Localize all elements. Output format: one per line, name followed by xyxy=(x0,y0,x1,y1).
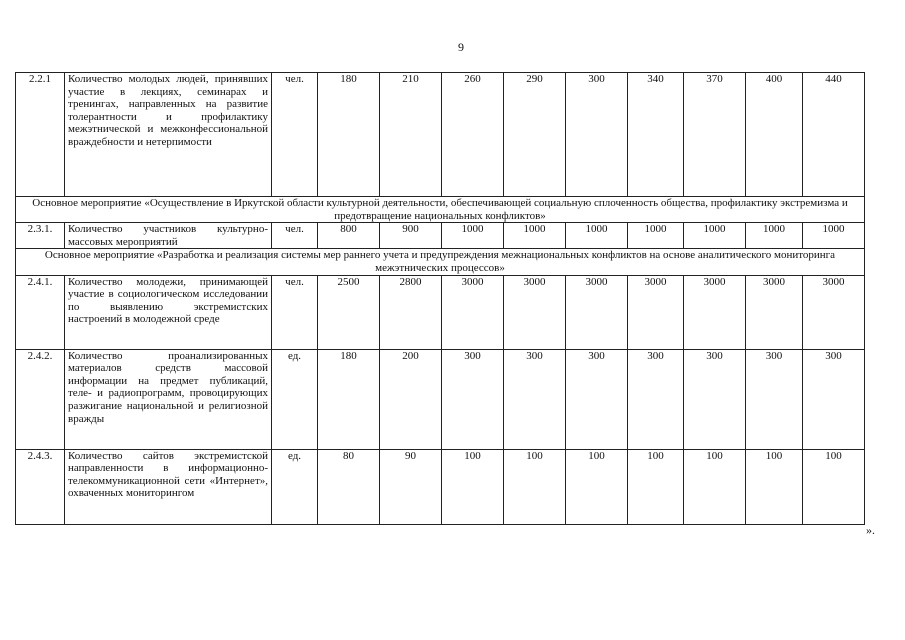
value-cell: 3000 xyxy=(803,275,865,349)
value-cell: 210 xyxy=(380,73,442,197)
page-number: 9 xyxy=(458,40,464,54)
value-cell: 300 xyxy=(684,349,746,449)
section-row xyxy=(16,249,865,275)
value-cell: 300 xyxy=(566,349,628,449)
value-cell: 1000 xyxy=(803,223,865,249)
indicators-table xyxy=(15,72,865,525)
value-cell: 2500 xyxy=(318,275,380,349)
value-cell: 3000 xyxy=(684,275,746,349)
value-cell: 440 xyxy=(803,73,865,197)
row-number: 2.2.1 xyxy=(16,73,65,197)
row-number: 2.4.1. xyxy=(16,275,65,349)
closing-quote-mark: ». xyxy=(866,523,875,537)
value-cell: 90 xyxy=(380,449,442,524)
value-cell: 300 xyxy=(746,349,803,449)
value-cell: 200 xyxy=(380,349,442,449)
value-cell: 300 xyxy=(442,349,504,449)
value-cell: 900 xyxy=(380,223,442,249)
value-cell: 1000 xyxy=(504,223,566,249)
value-cell: 300 xyxy=(803,349,865,449)
table-row xyxy=(16,275,865,349)
value-cell: 300 xyxy=(566,73,628,197)
value-cell: 100 xyxy=(442,449,504,524)
unit-cell: ед. xyxy=(272,449,318,524)
unit-cell: ед. xyxy=(272,349,318,449)
value-cell: 400 xyxy=(746,73,803,197)
value-cell: 3000 xyxy=(628,275,684,349)
indicator-description: Количество участников культурно-массовых мероприятий xyxy=(65,223,272,249)
value-cell: 290 xyxy=(504,73,566,197)
row-number: 2.3.1. xyxy=(16,223,65,249)
value-cell: 100 xyxy=(628,449,684,524)
row-number: 2.4.2. xyxy=(16,349,65,449)
section-row xyxy=(16,197,865,223)
value-cell: 80 xyxy=(318,449,380,524)
value-cell: 3000 xyxy=(566,275,628,349)
value-cell: 1000 xyxy=(566,223,628,249)
indicator-description: Количество молодежи, принимающей участие в социологическом исследовании по выявлению экстремистских настроений в молодежной среде xyxy=(65,275,272,349)
table-row xyxy=(16,73,865,197)
unit-cell: чел. xyxy=(272,275,318,349)
value-cell: 260 xyxy=(442,73,504,197)
value-cell: 3000 xyxy=(442,275,504,349)
table-row xyxy=(16,223,865,249)
value-cell: 180 xyxy=(318,349,380,449)
value-cell: 1000 xyxy=(628,223,684,249)
value-cell: 1000 xyxy=(746,223,803,249)
value-cell: 300 xyxy=(504,349,566,449)
value-cell: 180 xyxy=(318,73,380,197)
value-cell: 2800 xyxy=(380,275,442,349)
section-heading: Основное мероприятие «Осуществление в Иркутской области культурной деятельности, обеспечивающей социальную сплоченность общества, профилактику экстремизма и предотвращение национальных конфликтов» xyxy=(16,197,865,223)
value-cell: 3000 xyxy=(746,275,803,349)
value-cell: 1000 xyxy=(684,223,746,249)
value-cell: 300 xyxy=(628,349,684,449)
section-heading: Основное мероприятие «Разработка и реализация системы мер раннего учета и предупреждения межнациональных конфликтов на основе аналитического мониторинга межэтнических процессов» xyxy=(16,249,865,275)
value-cell: 340 xyxy=(628,73,684,197)
value-cell: 100 xyxy=(504,449,566,524)
value-cell: 100 xyxy=(684,449,746,524)
value-cell: 800 xyxy=(318,223,380,249)
table-body xyxy=(16,73,865,525)
value-cell: 100 xyxy=(746,449,803,524)
unit-cell: чел. xyxy=(272,73,318,197)
value-cell: 3000 xyxy=(504,275,566,349)
value-cell: 1000 xyxy=(442,223,504,249)
unit-cell: чел. xyxy=(272,223,318,249)
table-row xyxy=(16,349,865,449)
value-cell: 100 xyxy=(566,449,628,524)
indicator-description: Количество сайтов экстремистской направленности в информационно-телекоммуникационной сети «Интернет», охваченных мониторингом xyxy=(65,449,272,524)
value-cell: 370 xyxy=(684,73,746,197)
row-number: 2.4.3. xyxy=(16,449,65,524)
value-cell: 100 xyxy=(803,449,865,524)
indicator-description: Количество проанализированных материалов средств массовой информации на предмет публикаций, теле- и радиопрограмм, провоцирующих разжигание национальной и религиозной вражды xyxy=(65,349,272,449)
indicator-description: Количество молодых людей, принявших участие в лекциях, семинарах и тренингах, направленных на развитие толерантности и профилактику межэтнической и межконфессиональной враждебности и нетерпимости xyxy=(65,73,272,197)
table-row xyxy=(16,449,865,524)
